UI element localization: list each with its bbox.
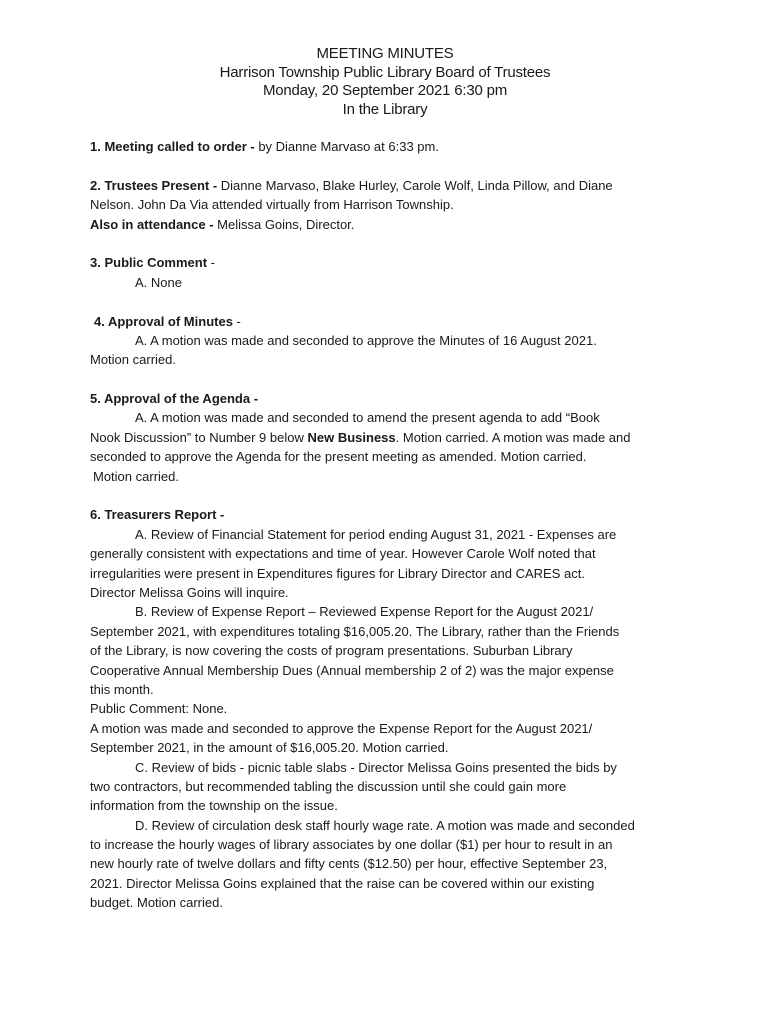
document-title: MEETING MINUTES <box>316 45 454 62</box>
treasurer-line: 2021. Director Melissa Goins explained that the raise can be covered within our existing <box>90 875 595 891</box>
treasurer-line: Public Comment: None. <box>90 701 228 717</box>
item-approval-agenda <box>90 389 690 408</box>
item-trustees-present <box>90 176 690 195</box>
public-comment-a: A. None <box>135 274 182 290</box>
treasurer-line: irregularities were present in Expenditures figures for Library Director and CARES act. <box>90 565 585 581</box>
item-approval-minutes-dash: - <box>232 313 241 329</box>
treasurer-line: A. Review of Financial Statement for period ending August 31, 2021 - Expenses are <box>135 526 617 542</box>
treasurer-line: D. Review of circulation desk staff hourly wage rate. A motion was made and seconded <box>135 817 635 833</box>
agenda-line-2 <box>90 428 690 447</box>
treasurer-line: B. Review of Expense Report – Reviewed Expense Report for the August 2021/ <box>135 604 594 620</box>
treasurer-line: information from the township on the issue. <box>90 798 338 814</box>
minutes-body <box>90 137 690 913</box>
meeting-datetime: Monday, 20 September 2021 6:30 pm <box>262 82 508 99</box>
also-in-attendance-text: Melissa Goins, Director. <box>213 216 355 232</box>
item-approval-minutes <box>90 312 690 331</box>
treasurer-line: Director Melissa Goins will inquire. <box>90 584 289 600</box>
treasurer-line: of the Library, is now covering the costs of program presentations. Suburban Library <box>90 643 573 659</box>
item-trustees-present-label: 2. Trustees Present - <box>90 177 218 193</box>
trustees-line-1: Dianne Marvaso, Blake Hurley, Carole Wolf, Linda Pillow, and Diane <box>217 177 613 193</box>
treasurer-line: to increase the hourly wages of library associates by one dollar ($1) per hour to result in an <box>90 837 613 853</box>
meeting-location: In the Library <box>342 100 428 118</box>
minutes-header <box>0 45 770 119</box>
treasurer-line: Cooperative Annual Membership Dues (Annual membership 2 of 2) was the major expense <box>90 662 614 678</box>
agenda-line-2-pre: Nook Discussion” to Number 9 below <box>90 429 308 445</box>
agenda-line-2-post: . Motion carried. A motion was made and <box>395 429 631 445</box>
agenda-line-3: seconded to approve the Agenda for the present meeting as amended. Motion carried. <box>90 449 587 465</box>
item-treasurers-report-label: 6. Treasurers Report - <box>90 507 225 523</box>
item-call-to-order-label: 1. Meeting called to order - <box>90 139 255 154</box>
agenda-line-4: Motion carried. <box>93 468 179 484</box>
also-in-attendance <box>90 215 690 234</box>
treasurer-line: A motion was made and seconded to approve the Expense Report for the August 2021/ <box>90 720 593 736</box>
item-public-comment-dash: - <box>207 255 215 271</box>
treasurer-line: budget. Motion carried. <box>90 895 223 911</box>
item-treasurers-report <box>90 505 690 524</box>
organization-name: Harrison Township Public Library Board of Trustees <box>219 63 551 81</box>
treasurer-line: new hourly rate of twelve dollars and fifty cents ($12.50) per hour, effective September 23, <box>90 856 608 872</box>
treasurer-line: C. Review of bids - picnic table slabs - Director Melissa Goins presented the bids by <box>135 759 617 775</box>
item-approval-minutes-label: 4. Approval of Minutes <box>94 313 233 329</box>
item-public-comment-label: 3. Public Comment <box>90 255 208 271</box>
item-call-to-order <box>90 137 690 156</box>
treasurer-line: this month. <box>90 681 154 697</box>
agenda-line-1: A. A motion was made and seconded to amend the present agenda to add “Book <box>135 410 600 426</box>
trustees-line-2: Nelson. John Da Via attended virtually from Harrison Township. <box>90 197 454 213</box>
treasurer-line: generally consistent with expectations and time of year. However Carole Wolf noted that <box>90 546 596 562</box>
item-public-comment <box>90 253 690 272</box>
item-call-to-order-text: by Dianne Marvaso at 6:33 pm. <box>254 139 439 154</box>
treasurer-line: September 2021, with expenditures totaling $16,005.20. The Library, rather than the Friends <box>90 623 620 639</box>
minutes-line-1: A. A motion was made and seconded to approve the Minutes of 16 August 2021. <box>135 332 597 348</box>
minutes-line-2: Motion carried. <box>90 352 176 368</box>
item-approval-agenda-label: 5. Approval of the Agenda - <box>90 391 259 407</box>
treasurer-line: two contractors, but recommended tabling the discussion until she could gain more <box>90 778 567 794</box>
also-in-attendance-label: Also in attendance - <box>90 216 214 232</box>
treasurer-line: September 2021, in the amount of $16,005.20. Motion carried. <box>90 740 449 756</box>
agenda-new-business: New Business <box>307 429 396 445</box>
